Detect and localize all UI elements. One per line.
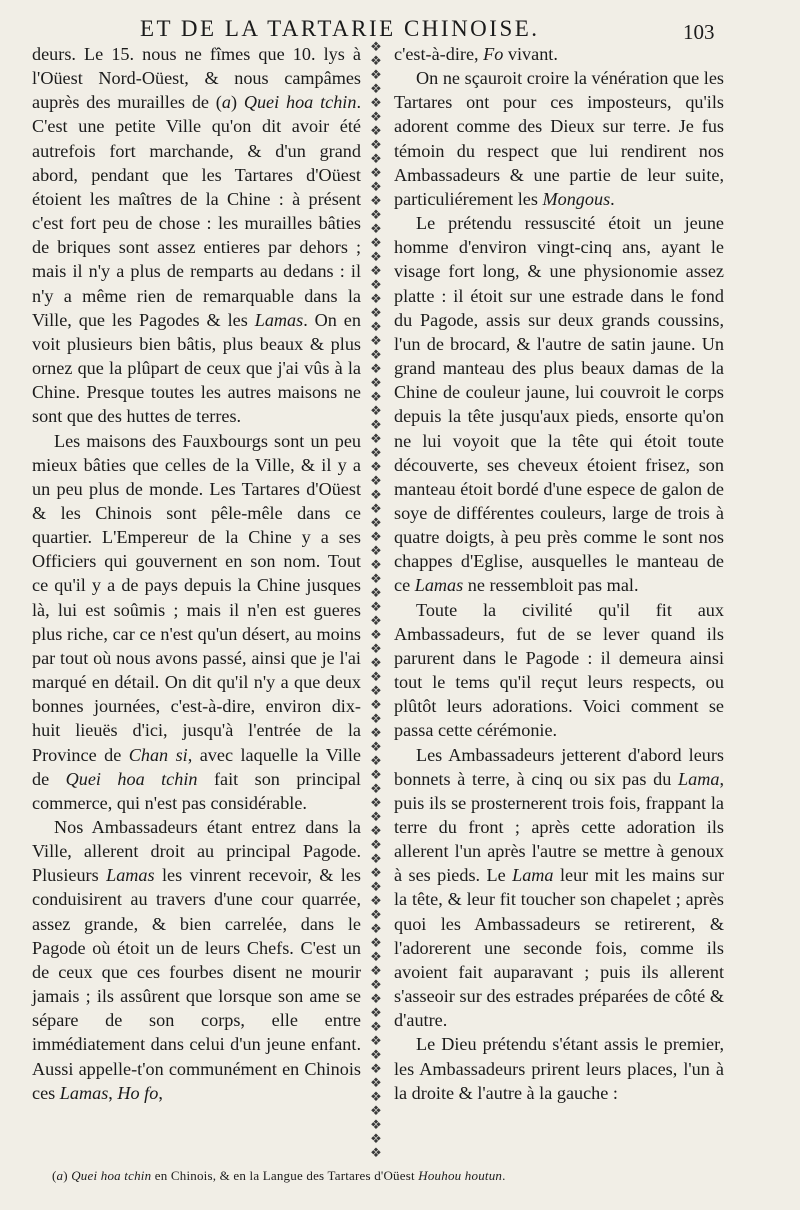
divider-ornament: ❖ [370, 613, 382, 628]
text-run: Le Dieu prétendu s'étant assis le premier, les Ambassadeurs prirent leurs places, l'un à la droite & l'autre à la gauche : [394, 1034, 724, 1103]
divider-ornament: ❖ [370, 837, 382, 852]
divider-ornament: ❖ [370, 669, 382, 684]
divider-ornament: ❖ [370, 487, 382, 502]
italic-text-run: Quei hoa tchin [65, 768, 198, 789]
text-run: deurs. Le 15. nous ne fîmes que 10. lys à l'Oüest Nord-Oüest, & nous campâmes auprès des murailles de ( [32, 44, 361, 113]
divider-ornament: ❖ [370, 529, 382, 544]
italic-text-run: Lamas [414, 575, 464, 596]
divider-ornament: ❖ [370, 319, 382, 334]
divider-ornament: ❖ [370, 711, 382, 726]
divider-ornament: ❖ [370, 991, 382, 1006]
divider-ornament: ❖ [370, 767, 382, 782]
italic-text-run: Quei hoa tchin [243, 92, 357, 113]
paragraph [394, 211, 724, 598]
divider-ornament: ❖ [370, 865, 382, 880]
text-run: Nos Ambassadeurs étant entrez dans la Ville, allerent droit au principal Pagode. Plusieurs [32, 817, 361, 886]
divider-ornament: ❖ [370, 123, 382, 138]
divider-ornament: ❖ [370, 179, 382, 194]
divider-ornament: ❖ [370, 305, 382, 320]
divider-ornament: ❖ [370, 1103, 382, 1118]
italic-text-run: Lamas [106, 865, 155, 886]
divider-ornament: ❖ [370, 949, 382, 964]
divider-ornament: ❖ [370, 1033, 382, 1048]
text-run: , [158, 1082, 163, 1103]
paragraph [32, 42, 361, 429]
divider-ornament: ❖ [370, 1005, 382, 1020]
divider-ornament: ❖ [370, 683, 382, 698]
footnote [52, 1168, 752, 1184]
divider-ornament: ❖ [370, 809, 382, 824]
page-number: 103 [683, 20, 715, 44]
italic-text-run: a [221, 92, 231, 113]
divider-ornament: ❖ [370, 207, 382, 222]
divider-ornament: ❖ [370, 571, 382, 586]
running-title: ET DE LA TARTARIE CHINOISE. [140, 16, 540, 41]
divider-ornament: ❖ [370, 431, 382, 446]
divider-ornament: ❖ [370, 739, 382, 754]
italic-text-run: Mongous [542, 188, 611, 209]
divider-ornament: ❖ [370, 193, 382, 208]
divider-ornament: ❖ [370, 697, 382, 712]
divider-ornament: ❖ [370, 655, 382, 670]
divider-ornament: ❖ [370, 291, 382, 306]
divider-ornament: ❖ [370, 53, 382, 68]
divider-ornament: ❖ [370, 249, 382, 264]
text-run: . [610, 188, 615, 209]
text-run: Le prétendu ressuscité étoit un jeune homme d'environ vingt-cinq ans, ayant le visage fort long, & une physionomie assez platte : il étoit sur une estrade dans le fond du Pagode, assis sur deux grands coussins, l'un de brocard, & l'autre de satin jaune. Un grand manteau des plus beaux damas de la Chine de couleur jaune, lui couvroit le corps depuis la tête jusqu'aux pieds, ensorte qu'on ne lui voyoit que la tête qui étoit toute découverte, ses cheveux étoient frisez, son manteau étoit bordé d'une espece de galon de soye de différentes couleurs, large de trois à quatre doigts, à peu près comme le sont nos chappes d'Eglise, ausquelles le manteau de ce [394, 213, 724, 596]
italic-text-run: Chan si [128, 744, 188, 765]
page-header [0, 10, 800, 46]
paragraph [394, 66, 724, 211]
text-run: , avec laquelle la Ville de [32, 744, 361, 789]
divider-ornament: ❖ [370, 501, 382, 516]
divider-ornament: ❖ [370, 137, 382, 152]
divider-ornament: ❖ [370, 165, 382, 180]
divider-ornament: ❖ [370, 725, 382, 740]
divider-ornament: ❖ [370, 1019, 382, 1034]
text-run: . On en voit plusieurs bien bâtis, plus beaux & plus ornez que la plûpart de ceux que j'ai vûs à la Chine. Presque toutes les autres maisons ne sont que des huttes de terres. [32, 309, 361, 427]
italic-text-run: Ho fo [117, 1082, 159, 1103]
divider-ornament: ❖ [370, 795, 382, 810]
divider-ornament: ❖ [370, 151, 382, 166]
divider-ornament: ❖ [370, 417, 382, 432]
divider-ornament: ❖ [370, 1089, 382, 1104]
divider-ornament: ❖ [370, 781, 382, 796]
text-run: ne ressembloit pas mal. [463, 575, 639, 596]
divider-ornament: ❖ [370, 1117, 382, 1132]
text-run: Les maisons des Fauxbourgs sont un peu mieux bâties que celles de la Ville, & il y a un peu plus de monde. Les Tartares d'Oüest & les Chinois sont pêle-mêle dans ce quartier. L'Empereur de la Chine y a ses Officiers qui gouvernent en son nom. Tout ce qu'il y a de pays depuis la Chine jusques là, lui est soûmis ; mais il n'en est gueres plus riche, car ce n'est qu'un désert, au moins par tout où nous avons passé, ainsi que je l'ai marqué en détail. On dit qu'il n'y a que deux bonnes journées, c'est-à-dire, environ dix-huit lieuës d'ici, jusqu'à l'entrée de la Province de [32, 430, 361, 765]
divider-ornament: ❖ [370, 1075, 382, 1090]
divider-ornament: ❖ [370, 361, 382, 376]
italic-text-run: Quei hoa tchin [71, 1168, 152, 1183]
text-run: c'est-à-dire, [394, 44, 484, 64]
divider-ornament: ❖ [370, 627, 382, 642]
divider-ornament: ❖ [370, 67, 382, 82]
italic-text-run: Houhou houtun [418, 1168, 503, 1183]
paragraph [32, 815, 361, 1105]
italic-text-run: Lamas [59, 1082, 109, 1103]
text-run: Les Ambassadeurs jetterent d'abord leurs bonnets à terre, à cinq ou six pas du [394, 744, 724, 789]
divider-ornament: ❖ [370, 221, 382, 236]
divider-ornament: ❖ [370, 81, 382, 96]
paragraph [394, 1032, 724, 1104]
divider-ornament: ❖ [370, 277, 382, 292]
text-run: . [502, 1168, 506, 1183]
italic-text-run: Lama [512, 865, 554, 886]
italic-text-run: Fo [483, 44, 504, 64]
divider-ornament: ❖ [370, 879, 382, 894]
divider-ornament: ❖ [370, 445, 382, 460]
text-run: , [108, 1082, 118, 1103]
left-column [32, 42, 361, 1105]
text-run: fait son principal commerce, qui n'est pas considérable. [32, 768, 361, 813]
text-run: vivant. [503, 44, 558, 64]
text-run: ) [230, 92, 244, 113]
text-run: Toute la civilité qu'il fit aux Ambassadeurs, fut de se lever quand ils parurent dans le Pagode : il demeura ainsi tout le tems qu'il reçut leurs respects, ou plûtôt leurs adorations. Voici comment se passa cette cérémonie. [394, 599, 724, 741]
divider-ornament: ❖ [370, 543, 382, 558]
text-run: en Chinois, & en la Langue des Tartares d'Oüest [151, 1168, 419, 1183]
divider-ornament: ❖ [370, 109, 382, 124]
text-run: . C'est une petite Ville qu'on dit avoir été autrefois fort marchande, & d'un grand abord, pendant que les Tartares d'Oüest étoient les maîtres de la Chine : à présent c'est fort peu de chose : les murailles bâties de briques sont assez entieres par dehors ; mais il n'y a plus de remparts au dedans : il n'y a même rien de remarquable dans la Ville, que les Pagodes & les [32, 92, 361, 330]
divider-ornament: ❖ [370, 1131, 382, 1146]
divider-ornament: ❖ [370, 473, 382, 488]
paragraph [32, 429, 361, 816]
text-run: les vinrent recevoir, & les conduisirent au travers d'une cour quarrée, assez grande, & bien carrelée, dans le Pagode où étoit un de leurs Chefs. C'est un de ceux que ces fourbes disent ne mourir jamais ; ils assûrent que lorsque son ame se sépare de son corps, elle entre immédiatement dans celui d'un jeune enfant. Aussi appelle-t'on communément en Chinois ces [32, 865, 361, 1103]
divider-ornament: ❖ [370, 851, 382, 866]
text-run: , puis ils se prosternerent trois fois, frappant la terre du front ; après cette adoration ils allerent l'un après l'autre se mettre à genoux à ses pieds. Le [394, 768, 724, 886]
divider-ornament: ❖ [370, 907, 382, 922]
divider-ornament: ❖ [370, 599, 382, 614]
divider-ornament: ❖ [370, 40, 382, 54]
text-run: ( [52, 1168, 57, 1183]
divider-ornament: ❖ [370, 459, 382, 474]
divider-ornament: ❖ [370, 823, 382, 838]
divider-ornament: ❖ [370, 375, 382, 390]
paragraph [394, 598, 724, 743]
paragraph [394, 42, 724, 66]
divider-ornament: ❖ [370, 263, 382, 278]
divider-ornament: ❖ [370, 389, 382, 404]
divider-ornament: ❖ [370, 977, 382, 992]
divider-ornament: ❖ [370, 893, 382, 908]
divider-ornament: ❖ [370, 347, 382, 362]
divider-ornament: ❖ [370, 935, 382, 950]
paragraph [394, 743, 724, 1033]
italic-text-run: Lamas [254, 309, 304, 330]
divider-ornament: ❖ [370, 557, 382, 572]
divider-ornament: ❖ [370, 641, 382, 656]
divider-ornament: ❖ [370, 1047, 382, 1062]
right-column [394, 42, 724, 1105]
divider-ornament: ❖ [370, 921, 382, 936]
divider-ornament: ❖ [370, 963, 382, 978]
divider-ornament: ❖ [370, 333, 382, 348]
italic-text-run: Lama [678, 768, 720, 789]
text-run: On ne sçauroit croire la vénération que les Tartares ont pour ces imposteurs, qu'ils adorent comme des Dieux sur terre. Je fus témoin du respect que lui rendirent nos Ambassadeurs & une partie de leur suite, particuliérement les [394, 68, 724, 209]
divider-ornament: ❖ [370, 515, 382, 530]
divider-ornament: ❖ [370, 403, 382, 418]
italic-text-run: a [56, 1168, 64, 1183]
divider-ornament: ❖ [370, 1061, 382, 1076]
column-divider-ornament [364, 40, 388, 1162]
divider-ornament: ❖ [370, 585, 382, 600]
divider-ornament: ❖ [370, 235, 382, 250]
divider-ornament: ❖ [370, 95, 382, 110]
text-run: ) [63, 1168, 72, 1183]
text-run: leur mit les mains sur la tête, & leur fit toucher son chapelet ; après quoi les Ambassadeurs se retirerent, & l'adorerent une seconde fois, comme ils avoient fait auparavant ; puis ils allerent s'asseoir sur des estrades préparées de côté & d'autre. [394, 865, 725, 1031]
divider-ornament: ❖ [370, 1145, 382, 1160]
divider-ornament: ❖ [370, 753, 382, 768]
